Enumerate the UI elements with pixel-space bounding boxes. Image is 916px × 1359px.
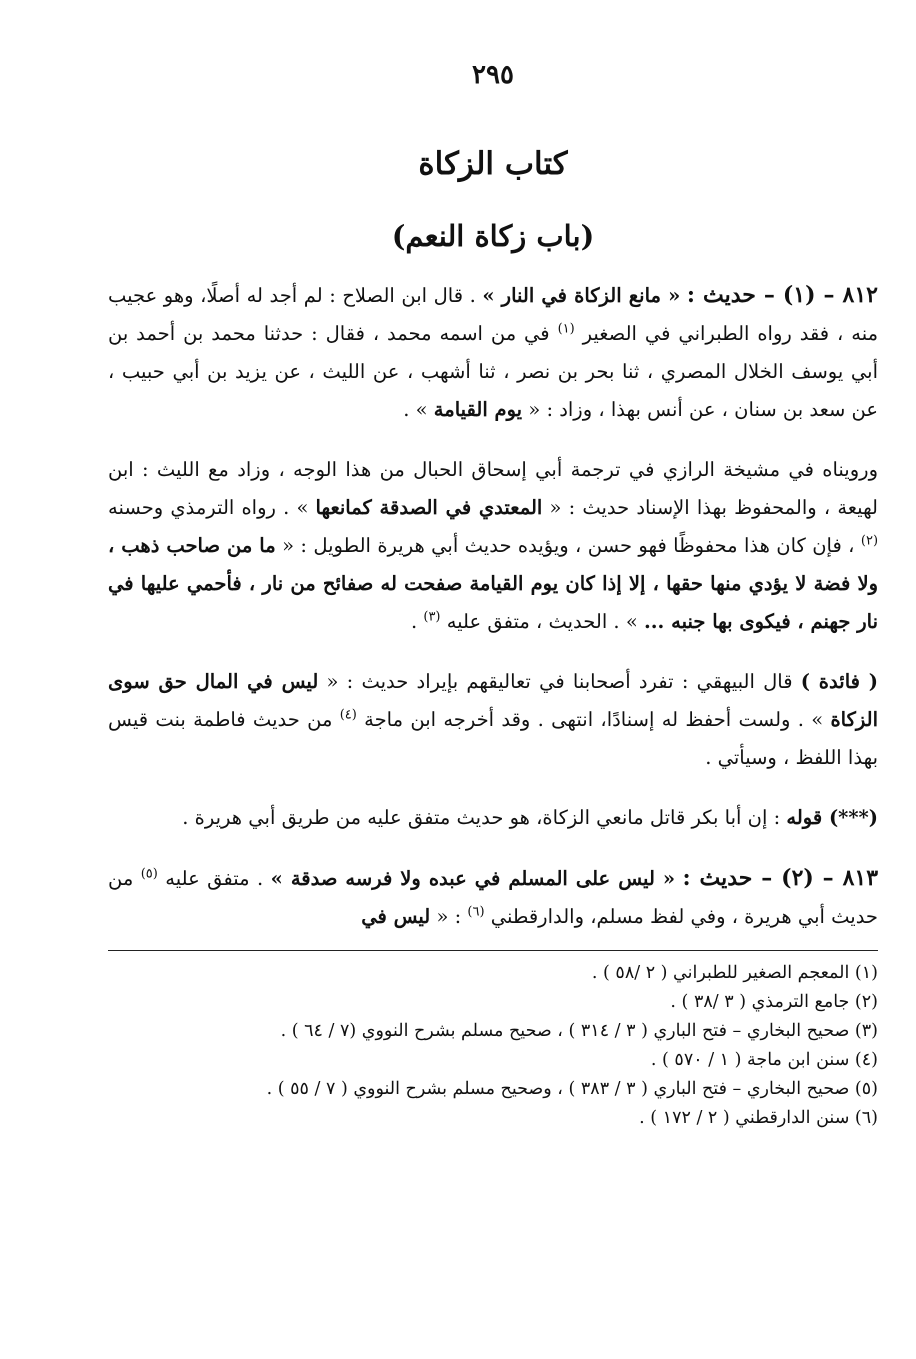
book-title: كتاب الزكاة — [418, 146, 568, 182]
text: » . الحديث ، متفق عليه — [446, 610, 638, 633]
quote: ما من صاحب ذهب ، ولا فضة لا يؤدي منها حقها ، إلا إذا كان يوم القيامة صفحت له صفائح من نار ، فأحمي عليها في نار جهنم ، فيكوى بها جنبه ... — [108, 534, 878, 633]
page — [108, 60, 878, 1133]
footnote-ref: (٤) — [339, 707, 357, 723]
text: من حديث أبي هريرة ، وفي لفظ مسلم، والدارقطني — [108, 867, 878, 928]
footnote: (٦) سنن الدارقطني ( ٢ / ١٧٢ ) . — [639, 1108, 878, 1128]
footnote: (٤) سنن ابن ماجة ( ١ / ٥٧٠ ) . — [650, 1050, 878, 1070]
page-number: ٢٩٥ — [472, 60, 514, 90]
text: » . رواه الترمذي وحسنه — [108, 496, 309, 519]
hadith-number: ٨١٢ – (١) – حديث : — [686, 282, 878, 308]
text: ، فإن كان هذا محفوظًا فهو حسن ، ويؤيده حديث أبي هريرة الطويل : « — [282, 534, 855, 557]
quote: المعتدي في الصدقة كمانعها — [315, 496, 543, 519]
footnote: (٥) صحيح البخاري – فتح الباري ( ٣ / ٣٨٣ ) ، وصحيح مسلم بشرح النووي ( ٧ / ٥٥ ) . — [266, 1079, 878, 1099]
footnote-ref: (٣) — [423, 609, 441, 625]
hadith-quote: « ليس على المسلم في عبده ولا فرسه صدقة » — [270, 867, 676, 890]
text: من حديث فاطمة بنت قيس بهذا اللفظ ، وسيأتي . — [108, 708, 878, 769]
footnote: (١) المعجم الصغير للطبراني ( ٢ /٥٨ ) . — [591, 963, 878, 983]
main-text — [108, 276, 878, 936]
text: ورويناه في مشيخة الرازي في ترجمة أبي إسحاق الحبال من هذا الوجه ، وزاد مع الليث : ابن لهيعة ، والمحفوظ بهذا الإسناد حديث : « — [108, 458, 878, 519]
footnote: (٢) جامع الترمذي ( ٣ /٣٨ ) . — [670, 992, 878, 1012]
text: » . — [403, 398, 428, 421]
footnote: (٣) صحيح البخاري – فتح الباري ( ٣ / ٣١٤ ) ، صحيح مسلم بشرح النووي (٧ / ٦٤ ) . — [280, 1021, 878, 1041]
text: . متفق عليه — [165, 867, 264, 890]
footnote-ref: (٦) — [467, 904, 485, 920]
footnote-divider — [108, 950, 878, 951]
footnotes — [108, 959, 878, 1133]
text: » . ولست أحفظ له إسنادًا، انتهى . وقد أخرجه ابن ماجة — [364, 708, 824, 731]
text: . — [410, 610, 418, 633]
footnote-ref: (١) — [557, 321, 575, 337]
text: قال البيهقي : تفرد أصحابنا في تعاليقهم بإيراد حديث : « — [326, 670, 793, 693]
footnote-ref: (٥) — [140, 866, 158, 882]
text: : « — [436, 905, 462, 928]
paragraph-qawluhu — [108, 799, 878, 837]
quote: يوم القيامة — [433, 398, 523, 421]
label: ( فائدة ) — [800, 670, 878, 693]
paragraph-hadith-813 — [108, 859, 878, 936]
quote: ليس في — [361, 905, 431, 928]
hadith-number: ٨١٣ – (٢) – حديث : — [682, 865, 879, 891]
footnote-ref: (٢) — [860, 533, 879, 549]
paragraph-riwayah — [108, 451, 878, 641]
text: في من اسمه محمد ، فقال : حدثنا محمد بن أحمد بن أبي يوسف الخلال المصري ، ثنا بحر بن نصر ، ثنا أشهب ، عن الليث ، عن يزيد بن أبي حبيب ، عن سعد بن سنان ، عن أنس بهذا ، وزاد : « — [108, 322, 878, 421]
paragraph-faidah — [108, 663, 878, 777]
paragraph-hadith-812 — [108, 276, 878, 429]
text: : إن أبا بكر قاتل مانعي الزكاة، هو حديث متفق عليه من طريق أبي هريرة . — [182, 806, 781, 829]
text: . قال ابن الصلاح : لم أجد له أصلًا، وهو عجيب منه ، فقد رواه الطبراني في الصغير — [108, 284, 879, 345]
hadith-quote: « مانع الزكاة في النار » — [482, 284, 681, 307]
label: (***) قوله — [786, 806, 878, 829]
quote: ليس في المال حق سوى الزكاة — [108, 670, 879, 731]
chapter-title: (باب زكاة النعم) — [391, 219, 595, 253]
